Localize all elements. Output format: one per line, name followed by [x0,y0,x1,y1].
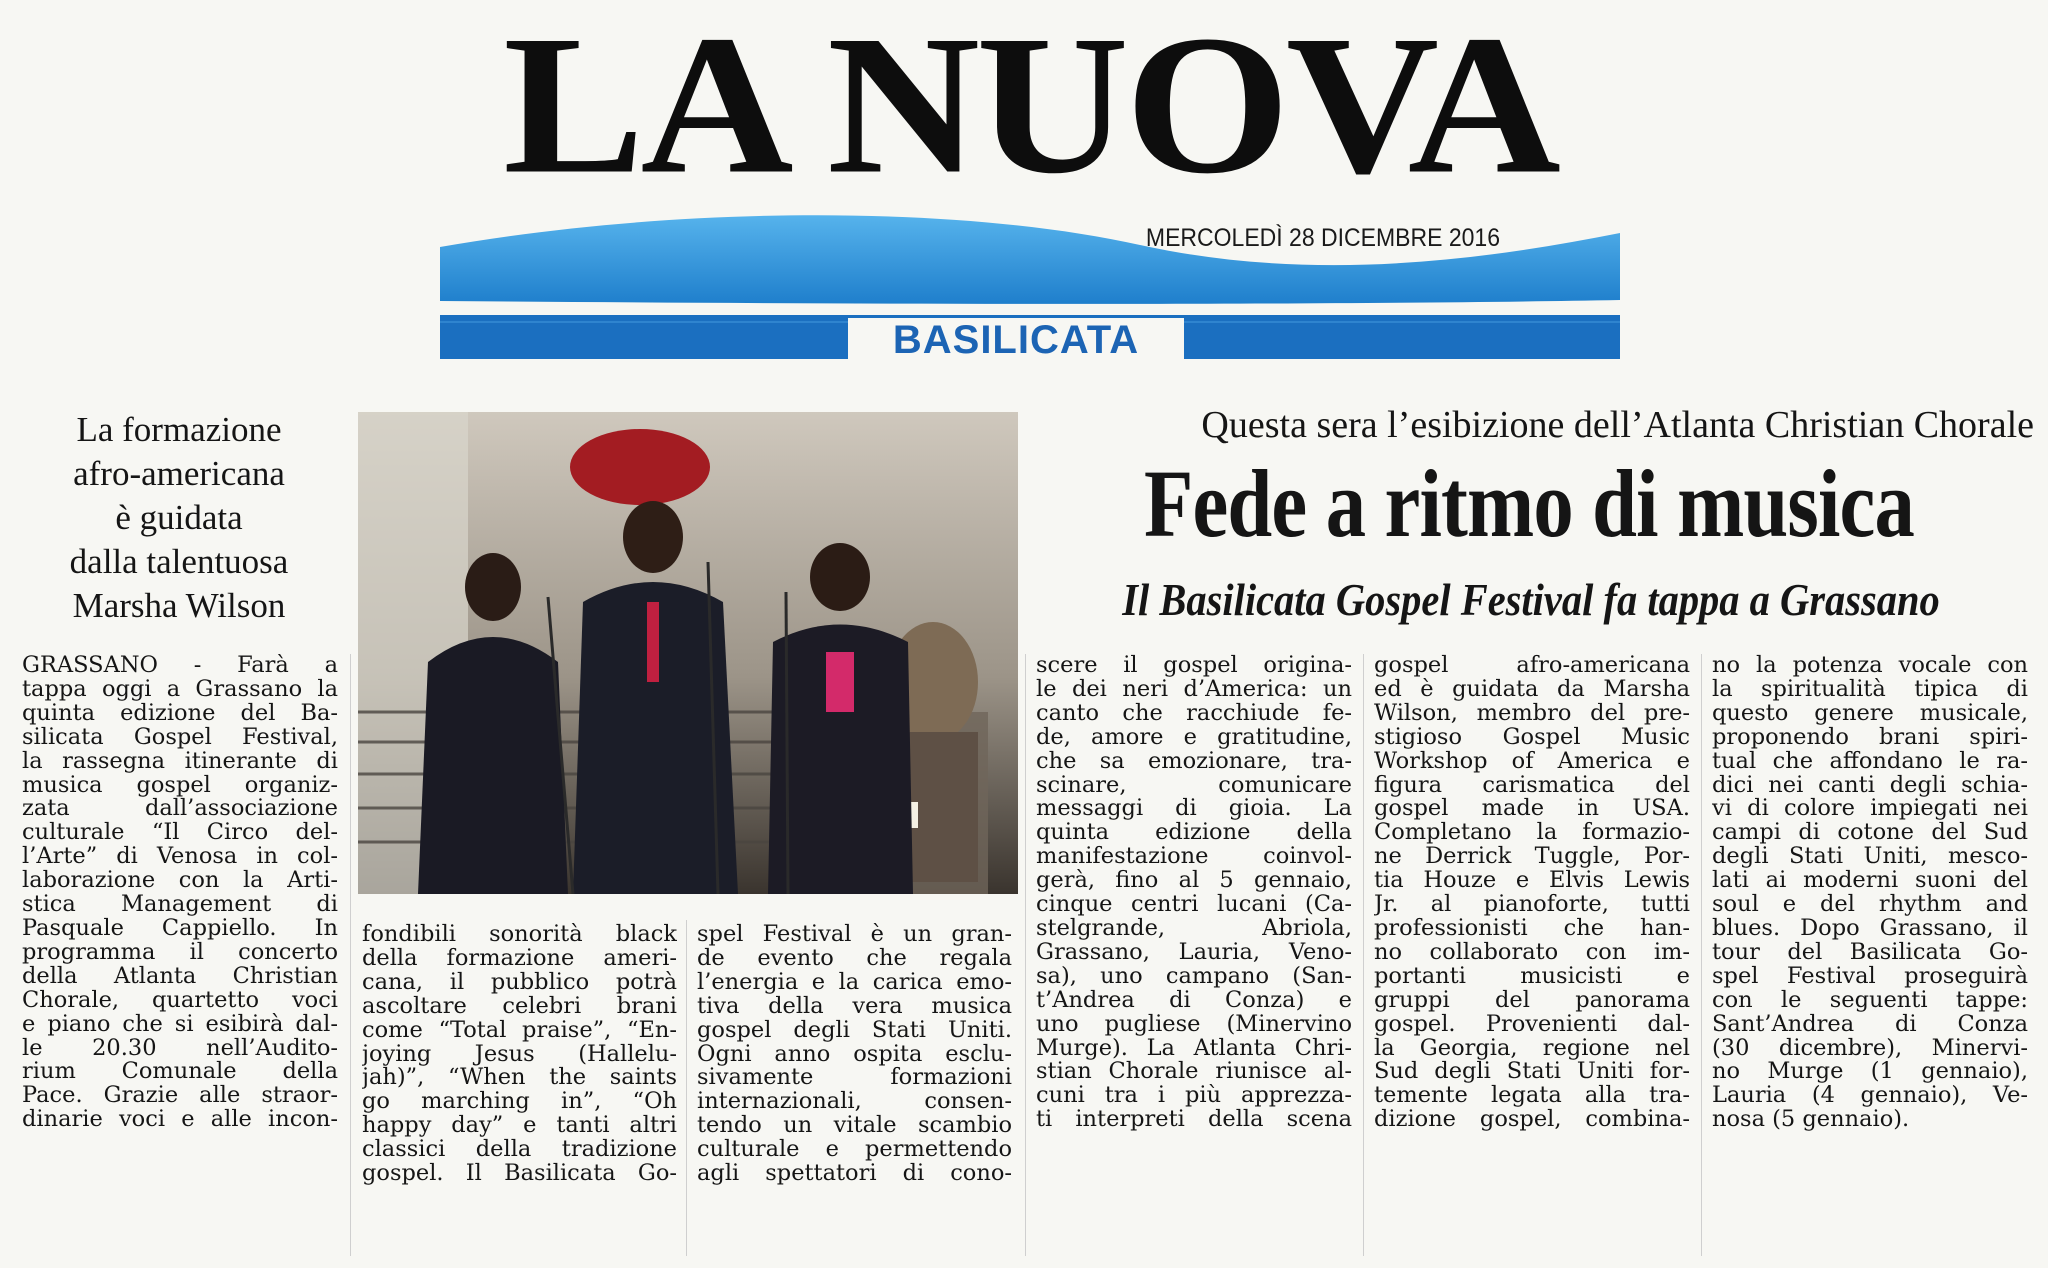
text-line: stigioso Gospel Music [1374,725,1690,750]
text-line: le 20.30 nell’Audito- [22,1036,338,1061]
text-line: no collaborato con im- [1374,940,1690,965]
summary-line: La formazione [76,410,282,449]
article-column-3 [697,923,1012,1186]
text-line: scinare, comunicare [1036,773,1352,798]
text-line: rium Comunale della [22,1060,338,1085]
text-line: stica Management di [22,893,338,917]
text-line: professionisti che han- [1374,916,1690,941]
text-line: GRASSANO - Farà a [22,654,338,678]
column-rule [350,654,351,1256]
text-line: (30 dicembre), Minervi- [1712,1036,2028,1061]
text-line: joying Jesus (Hallelu- [362,1042,677,1067]
text-line: Jr. al pianoforte, tutti [1374,893,1690,917]
text-line: della formazione ameri- [362,946,677,971]
text-line: Sant’Andrea di Conza [1712,1012,2028,1037]
text-line: campi di cotone del Sud [1712,821,2028,846]
text-line: Lauria (4 gennaio), Ve- [1712,1084,2028,1109]
text-line: silicata Gospel Festival, [22,725,338,750]
text-line: ti interpreti della scena [1036,1108,1352,1133]
text-line: jah)”, “When the saints [362,1066,677,1091]
text-line: Grassano, Lauria, Veno- [1036,940,1352,965]
text-line: e piano che si esibirà dal- [22,1012,338,1037]
text-line: l’energia e la carica emo- [697,970,1012,995]
text-line: questo genere musicale, [1712,701,2028,726]
article-column-6 [1712,654,2028,1132]
text-line: canto che racchiude fe- [1036,701,1352,726]
text-line: Completano la formazio- [1374,821,1690,846]
text-line: spel Festival proseguirà [1712,964,2028,989]
text-line: gerà, fino al 5 gennaio, [1036,869,1352,894]
text-line: Wilson, membro del pre- [1374,701,1690,726]
text-line: soul e del rhythm and [1712,893,2028,917]
text-line: fondibili sonorità black [362,923,677,947]
summary-line: è guidata [115,498,243,537]
text-line: go marching in”, “Oh [362,1090,677,1115]
text-line: culturale e permettendo [697,1138,1012,1163]
text-line: portanti musicisti e [1374,964,1690,989]
text-line: tendo un vitale scambio [697,1114,1012,1139]
text-line: classici della tradizione [362,1138,677,1163]
text-line: cinque centri lucani (Ca- [1036,893,1352,917]
text-line: lati ai moderni suoni del [1712,869,2028,894]
headline-subtitle: Il Basilicata Gospel Festival fa tappa a Grassano [1122,574,1940,625]
text-line: le dei neri d’America: un [1036,677,1352,702]
text-line: de, amore e gratitudine, [1036,725,1352,750]
text-line: blues. Dopo Grassano, il [1712,916,2028,941]
text-line: agli spettatori di cono- [697,1162,1012,1186]
text-line: figura carismatica del [1374,773,1690,798]
text-line: gospel. Provenienti dal- [1374,1012,1690,1037]
text-line: dizione gospel, combina- [1374,1108,1690,1133]
text-line: che sa emozionare, tra- [1036,749,1352,774]
text-line: degli Stati Uniti, mesco- [1712,845,2028,870]
column-rule [1363,654,1364,1256]
text-line: temente legata alla tra- [1374,1084,1690,1109]
column-rule [686,920,687,1256]
article-column-4 [1036,654,1352,1132]
text-line: happy day” e tanti altri [362,1114,677,1139]
text-line: culturale “Il Circo del- [22,821,338,846]
text-line: tiva della vera musica [697,994,1012,1019]
text-line: stelgrande, Abriola, [1036,916,1352,941]
text-line: cuni tra i più apprezza- [1036,1084,1352,1109]
text-line: la rassegna itinerante di [22,749,338,774]
article-photo [358,412,1018,894]
summary-line: dalla talentuosa [69,542,289,581]
column-rule [1701,654,1702,1256]
text-line: uno pugliese (Minervino [1036,1012,1352,1037]
text-line: dici nei canti degli schia- [1712,773,2028,798]
text-line: de evento che regala [697,946,1012,971]
text-line: Murge). La Atlanta Chri- [1036,1036,1352,1061]
text-line: quinta edizione del Ba- [22,701,338,726]
text-line: gospel made in USA. [1374,797,1690,822]
text-line: ascoltare celebri brani [362,994,677,1019]
text-line: ed è guidata da Marsha [1374,677,1690,702]
article-column-5 [1374,654,1690,1132]
text-line: tour del Basilicata Go- [1712,940,2028,965]
text-line: come “Total praise”, “En- [362,1018,677,1043]
text-line: messaggi di gioia. La [1036,797,1352,822]
text-line: Ogni anno ospita esclu- [697,1042,1012,1067]
text-line: t’Andrea di Conza) e [1036,988,1352,1013]
text-line: la spiritualità tipica di [1712,677,2028,702]
text-line: no la potenza vocale con [1712,654,2028,678]
text-line: scere il gospel origina- [1036,654,1352,678]
text-line: ne Derrick Tuggle, Por- [1374,845,1690,870]
text-line: quinta edizione della [1036,821,1352,846]
text-line: Pasquale Cappiello. In [22,916,338,941]
text-line: della Atlanta Christian [22,964,338,989]
text-line: Workshop of America e [1374,749,1690,774]
text-line: stian Chorale riunisce al- [1036,1060,1352,1085]
text-line: laborazione con la Arti- [22,869,338,894]
text-line: internazionali, consen- [697,1090,1012,1115]
masthead-title: LA NUOVA [503,0,1557,215]
section-label: BASILICATA [848,318,1184,362]
article-summary [18,408,340,628]
text-line: Pace. Grazie alle straor- [22,1084,338,1109]
text-line: vi di colore impiegati nei [1712,797,2028,822]
text-line: spel Festival è un gran- [697,923,1012,947]
article-column-1 [22,654,338,1132]
text-line: manifestazione coinvol- [1036,845,1352,870]
text-line: no Murge (1 gennaio), [1712,1060,2028,1085]
headline-kicker: Questa sera l’esibizione dell’Atlanta Christian Chorale [1201,404,2034,446]
issue-date: MERCOLEDÌ 28 DICEMBRE 2016 [1145,224,1500,252]
text-line: gruppi del panorama [1374,988,1690,1013]
text-line: proponendo brani spiri- [1712,725,2028,750]
text-line: gospel degli Stati Uniti. [697,1018,1012,1043]
text-line: tual che affondano le ra- [1712,749,2028,774]
headline-title: Fede a ritmo di musica [1144,450,1914,557]
text-line: sivamente formazioni [697,1066,1012,1091]
text-line: gospel afro-americana [1374,654,1690,678]
text-line: zata dall’associazione [22,797,338,822]
summary-line: Marsha Wilson [72,586,286,625]
summary-line: afro-americana [73,454,285,493]
text-line: Sud degli Stati Uniti for- [1374,1060,1690,1085]
article-column-2 [362,923,677,1186]
text-line: sa), uno campano (San- [1036,964,1352,989]
text-line: Chorale, quartetto voci [22,988,338,1013]
text-line: gospel. Il Basilicata Go- [362,1162,677,1186]
text-line: cana, il pubblico potrà [362,970,677,995]
text-line: la Georgia, regione nel [1374,1036,1690,1061]
text-line: programma il concerto [22,940,338,965]
column-rule [1025,654,1026,1256]
text-line: l’Arte” di Venosa in col- [22,845,338,870]
text-line: tia Houze e Elvis Lewis [1374,869,1690,894]
text-line: musica gospel organiz- [22,773,338,798]
text-line: tappa oggi a Grassano la [22,677,338,702]
text-line: con le seguenti tappe: [1712,988,2028,1013]
text-line: dinarie voci e alle incon- [22,1108,338,1133]
text-line: nosa (5 gennaio). [1712,1108,1910,1133]
